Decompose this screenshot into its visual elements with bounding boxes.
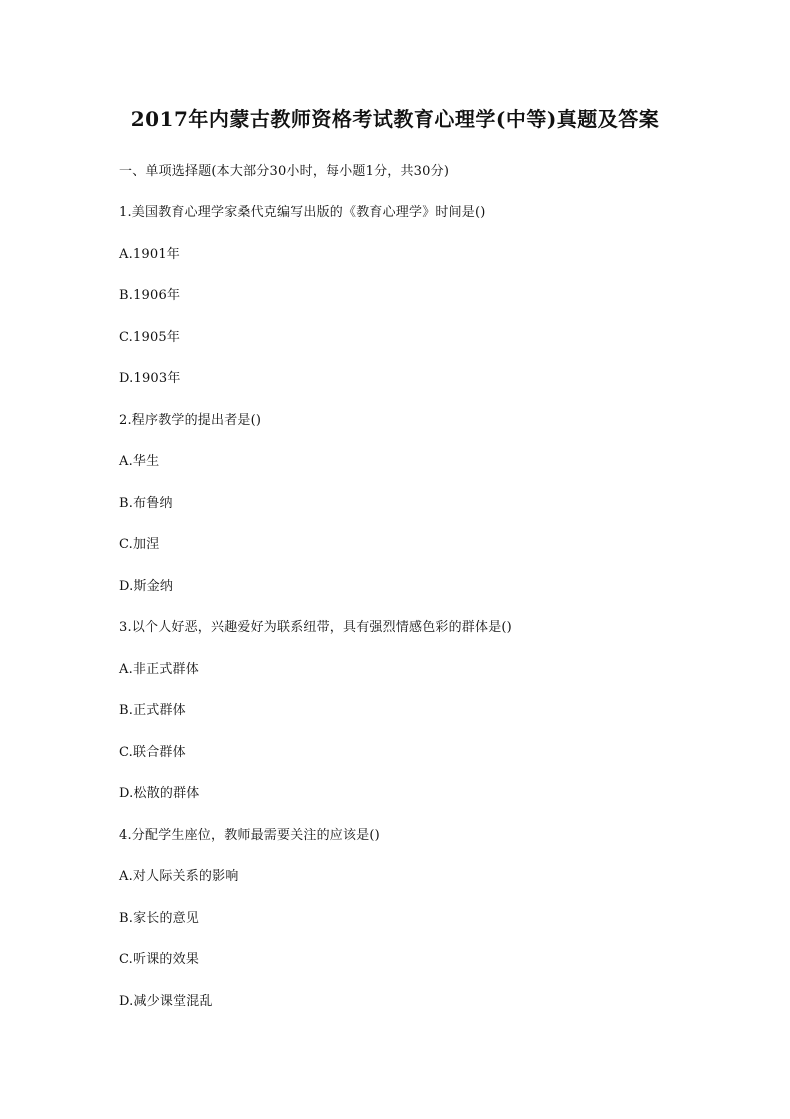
question-3-stem: 3.以个人好恶，兴趣爱好为联系纽带，具有强烈情感色彩的群体是(): [119, 620, 512, 635]
question-4-option-a: A.对人际关系的影响: [119, 869, 239, 884]
question-3-option-b: B.正式群体: [119, 703, 186, 718]
section-heading: 一、单项选择题(本大部分30小时，每小题1分，共30分): [119, 164, 450, 179]
question-2-stem: 2.程序教学的提出者是(): [119, 413, 262, 428]
question-1-option-a: A.1901年: [119, 247, 181, 262]
question-3-option-c: C.联合群体: [119, 745, 186, 760]
question-1-option-c: C.1905年: [119, 330, 181, 345]
question-2-option-d: D.斯金纳: [119, 579, 174, 594]
question-3-option-d: D.松散的群体: [119, 786, 200, 801]
question-4-stem: 4.分配学生座位，教师最需要关注的应该是(): [119, 828, 380, 843]
document-title: 2017年内蒙古教师资格考试教育心理学(中等)真题及答案: [130, 107, 660, 131]
question-4-option-d: D.减少课堂混乱: [119, 994, 213, 1009]
question-1-option-d: D.1903年: [119, 371, 181, 386]
question-1-stem: 1.美国教育心理学家桑代克编写出版的《教育心理学》时间是(): [119, 205, 486, 220]
question-4-option-c: C.听课的效果: [119, 952, 200, 967]
question-2-option-c: C.加涅: [119, 537, 160, 552]
question-2-option-b: B.布鲁纳: [119, 496, 173, 511]
question-2-option-a: A.华生: [119, 454, 160, 469]
question-1-option-b: B.1906年: [119, 288, 181, 303]
question-4-option-b: B.家长的意见: [119, 911, 200, 926]
question-3-option-a: A.非正式群体: [119, 662, 199, 677]
